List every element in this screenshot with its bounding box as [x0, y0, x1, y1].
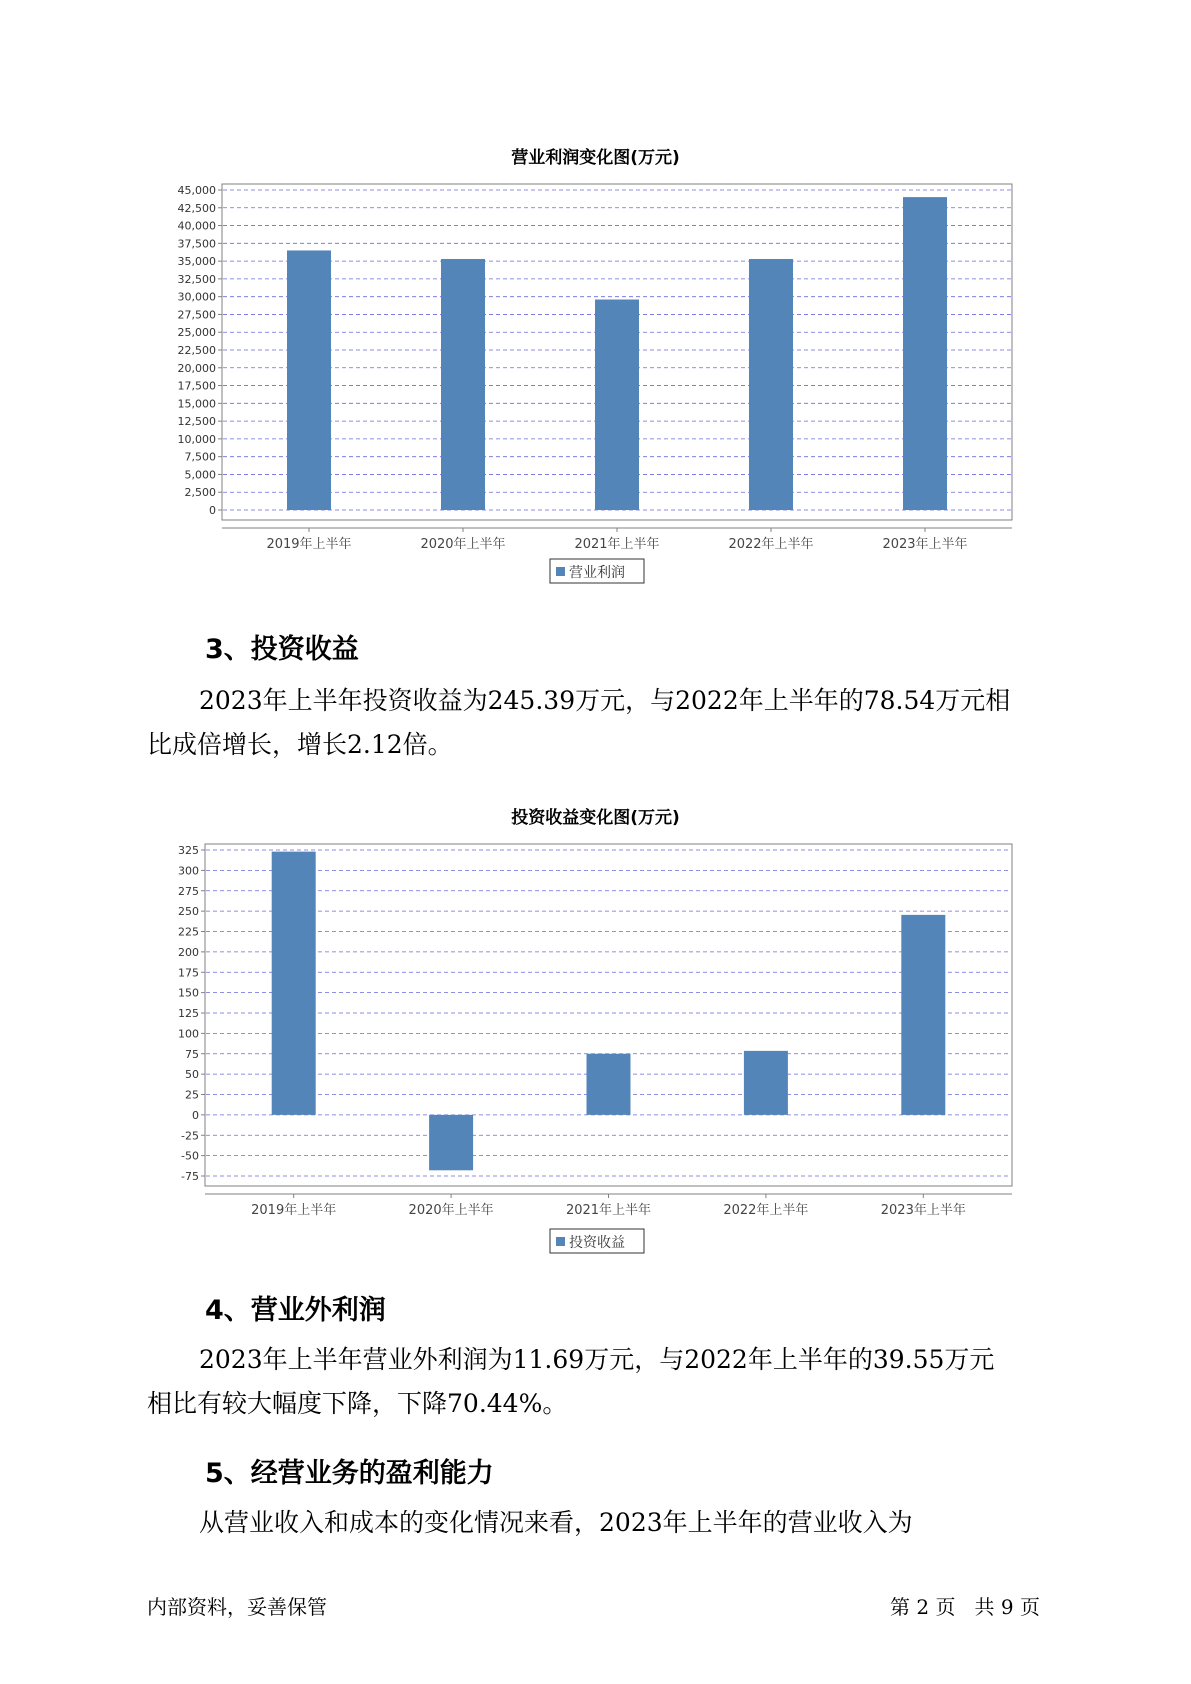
- investment-income-chart: [0, 830, 1191, 1250]
- paragraph-line: 比成倍增长，增长2.12倍。: [147, 730, 453, 759]
- paragraph-line: 2023年上半年营业外利润为11.69万元，与2022年上半年的39.55万元: [199, 1345, 995, 1374]
- y-tick-label: 32,500: [177, 272, 216, 286]
- y-tick-label: 75: [185, 1047, 199, 1061]
- x-tick-label: 2021年上半年: [574, 537, 660, 552]
- y-tick-label: 0: [209, 504, 216, 517]
- y-tick-label: 37,500: [177, 237, 216, 251]
- x-tick-label: 2022年上半年: [723, 1203, 809, 1218]
- paragraph-line: 2023年上半年投资收益为245.39万元，与2022年上半年的78.54万元相: [199, 686, 1011, 715]
- bar: [287, 250, 331, 510]
- bar: [441, 259, 485, 510]
- bar: [749, 259, 793, 510]
- y-tick-label: 15,000: [177, 397, 216, 411]
- section-heading-profitability: 5、经营业务的盈利能力: [205, 1458, 494, 1489]
- y-tick-label: 20,000: [177, 361, 216, 375]
- bar: [744, 1051, 788, 1115]
- x-tick-label: 2023年上半年: [880, 1203, 966, 1218]
- y-tick-label: 100: [178, 1027, 199, 1041]
- bar: [429, 1115, 473, 1170]
- bar: [587, 1054, 631, 1115]
- legend-label: 投资收益: [569, 1235, 625, 1251]
- y-tick-label: 225: [178, 925, 199, 939]
- y-tick-label: 50: [185, 1068, 199, 1082]
- x-tick-label: 2019年上半年: [251, 1203, 337, 1218]
- y-tick-label: 200: [178, 945, 199, 959]
- y-tick-label: 45,000: [177, 184, 216, 197]
- y-tick-label: 325: [178, 844, 199, 857]
- footer-page-number: 第 2 页 共 9 页: [890, 1595, 1040, 1619]
- paragraph-line: 相比有较大幅度下降，下降70.44%。: [147, 1389, 568, 1418]
- y-tick-label: 25,000: [177, 326, 216, 340]
- bar: [272, 852, 316, 1115]
- x-tick-label: 2023年上半年: [882, 537, 968, 552]
- paragraph-investment-income: [147, 679, 1047, 767]
- footer-confidential-note: 内部资料，妥善保管: [147, 1595, 327, 1619]
- y-tick-label: 150: [178, 986, 199, 1000]
- plot-area: [205, 844, 1012, 1186]
- section-heading-investment-income: 3、投资收益: [205, 634, 359, 665]
- x-tick-label: 2022年上半年: [728, 537, 814, 552]
- y-tick-label: -50: [181, 1149, 199, 1163]
- y-tick-label: 275: [178, 884, 199, 898]
- y-tick-label: 0: [192, 1108, 199, 1122]
- operating-profit-chart: [0, 170, 1191, 580]
- chart-title-investment-income: 投资收益变化图(万元): [511, 808, 680, 828]
- y-tick-label: 300: [178, 864, 199, 878]
- y-tick-label: 250: [178, 905, 199, 919]
- y-tick-label: -25: [181, 1129, 199, 1143]
- x-tick-label: 2019年上半年: [266, 537, 352, 552]
- legend-swatch: [556, 567, 565, 576]
- bar: [901, 915, 945, 1115]
- y-tick-label: 17,500: [177, 379, 216, 393]
- y-tick-label: 2,500: [184, 486, 216, 500]
- y-tick-label: 35,000: [177, 255, 216, 269]
- y-tick-label: 125: [178, 1007, 199, 1020]
- bar: [903, 197, 947, 510]
- legend-label: 营业利润: [569, 565, 625, 581]
- paragraph-line: 从营业收入和成本的变化情况来看，2023年上半年的营业收入为: [199, 1508, 913, 1537]
- section-heading-non-operating-profit: 4、营业外利润: [205, 1295, 386, 1326]
- y-tick-label: 5,000: [184, 468, 216, 482]
- y-tick-label: 12,500: [177, 415, 216, 429]
- y-tick-label: -75: [181, 1170, 199, 1183]
- bar: [595, 300, 639, 510]
- y-tick-label: 7,500: [184, 450, 216, 464]
- x-tick-label: 2020年上半年: [408, 1203, 494, 1218]
- x-tick-label: 2020年上半年: [420, 537, 506, 552]
- legend-swatch: [556, 1237, 565, 1246]
- paragraph-profitability: [147, 1501, 1047, 1545]
- y-tick-label: 10,000: [177, 432, 216, 446]
- chart-title-operating-profit: 营业利润变化图(万元): [511, 148, 680, 168]
- y-tick-label: 42,500: [177, 201, 216, 215]
- x-tick-label: 2021年上半年: [565, 1203, 652, 1218]
- y-tick-label: 40,000: [177, 219, 216, 233]
- y-tick-label: 27,500: [177, 308, 216, 322]
- y-tick-label: 175: [178, 966, 199, 980]
- y-tick-label: 30,000: [177, 290, 216, 304]
- y-tick-label: 25: [185, 1088, 199, 1102]
- paragraph-non-operating-profit: [147, 1338, 1047, 1426]
- y-tick-label: 22,500: [177, 344, 216, 357]
